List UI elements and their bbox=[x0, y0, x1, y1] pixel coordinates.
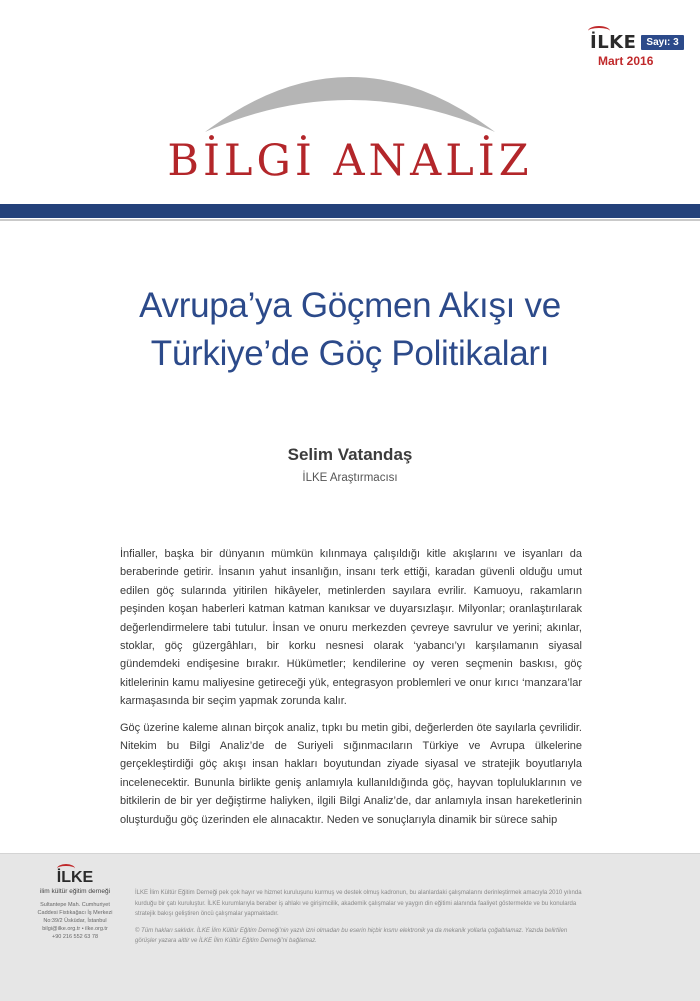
footer-about: İLKE İlim Kültür Eğitim Derneği pek çok hayır ve hizmet kuruluşunu kurmuş ve destek olmuş kadronun, bu alanlardaki çalışmalarını derinleştirmek amacıyla 2010 yılında kurduğu bir çatı kuruluştur. İLKE kurumlarıyla beraber iş ahlakı ve girişimcilik, akademik çalışmalar ve yaygın din eğitimi alanında faaliyet göstermekte ve bu konularda stratejik bakışı geliştiren öncü çalışmalar yapmaktadır. bbox=[135, 890, 582, 917]
footer-ilke-logo: İLKE bbox=[57, 869, 93, 887]
header-band bbox=[0, 204, 700, 218]
issue-date: Mart 2016 bbox=[598, 54, 654, 68]
masthead bbox=[0, 60, 700, 190]
paragraph-1: İnfialler, başka bir dünyanın mümkün kılınmaya çalışıldığı kitle akışlarını ve isyanları da beraberinde getirir. İnsanın yahut insanlığın, insanı terk ettiği, karadan güvenli olduğu umut edilen göç sularında yitirilen hikâyeler, metinlerden sayılara evrilir. Kamuoyu, rakamların peşinden koşan haberleri katman katman kanıksar ve duyarsızlaşır. Milyonlar; oranlaştırılarak değerlendirmelere tabi tutulur. İnsan ve onuru merkezden çevreye savrulur ve yerini; akınlar, stoklar, göç güzergâhları, bir korku nesnesi olarak ‘yabancı’yı karşılamanın siyasal gündemdeki endişesine bırakır. Hükümetler; kendilerine oy veren seçmenin baskısı, göç kitlelerinin kamu maliyesine getireceği yük, entegrasyon problemleri ve onur kırıcı ‘manzara’lar karmaşasında bir seçim yapmak zorunda kalır. bbox=[120, 548, 582, 708]
article-body bbox=[120, 545, 582, 837]
author-name: Selim Vatandaş bbox=[287, 445, 413, 464]
footer bbox=[0, 853, 700, 1001]
author-affiliation: İLKE Araştırmacısı bbox=[302, 472, 398, 484]
footer-text bbox=[135, 888, 585, 953]
ilke-logo: İLKE bbox=[590, 32, 636, 53]
masthead-title: BİLGİ ANALİZ bbox=[167, 136, 533, 186]
footer-rights: © Tüm hakları saklıdır. İLKE İlim Kültür Eğitim Derneği’nin yazılı izni olmadan bu eserin hiçbir kısmı elektronik ya da mekanik yollarla çoğaltılamaz. Yazıda belirtilen görüşler yazara aittir ve İLKE İlim Kültür Eğitim Derneği’ni bağlamaz. bbox=[135, 927, 568, 944]
footer-logo-block bbox=[25, 869, 125, 941]
issue-badge: Sayı: 3 bbox=[641, 35, 683, 50]
header-rule bbox=[0, 219, 700, 221]
article-title-line-1: Avrupa’ya Göçmen Akışı ve bbox=[139, 286, 561, 325]
paragraph-2: Göç üzerine kaleme alınan birçok analiz, tıpkı bu metin gibi, değerlerden öte sayılarla çevrilidir. Nitekim bu Bilgi Analiz’de de Suriyeli sığınmacıların Türkiye ve Avrupa ülkelerine gerçekleştirdiği göç akışı insan hakları boyutundan ziyade siyasal ve stratejik boyutlarıyla incelenecektir. Bununla birlikte geniş anlamıyla kullanıldığında göç, hayvan topluluklarının ve bitkilerin de bir yer değiştirme haliyken, ilgili Bilgi Analiz’de, dar anlamıyla insan hareketlerinin oluşturduğu göç üzerinden ele alınacaktır. Neden ve sonuçlarıyla dinamik bir sürece sahip bbox=[120, 721, 582, 826]
footer-address: Sultantepe Mah. Cumhuriyet Caddesi Fistıkağacı İş Merkezi No:39/2 Üsküdar, İstanbul bilgi@ilke.org.tr • ilke.org.tr +90 216 552 63 78 bbox=[37, 902, 113, 940]
footer-org-name: ilim kültür eğitim derneği bbox=[39, 888, 111, 895]
article-title-line-2: Türkiye’de Göç Politikaları bbox=[150, 334, 550, 373]
article-title bbox=[60, 282, 640, 378]
